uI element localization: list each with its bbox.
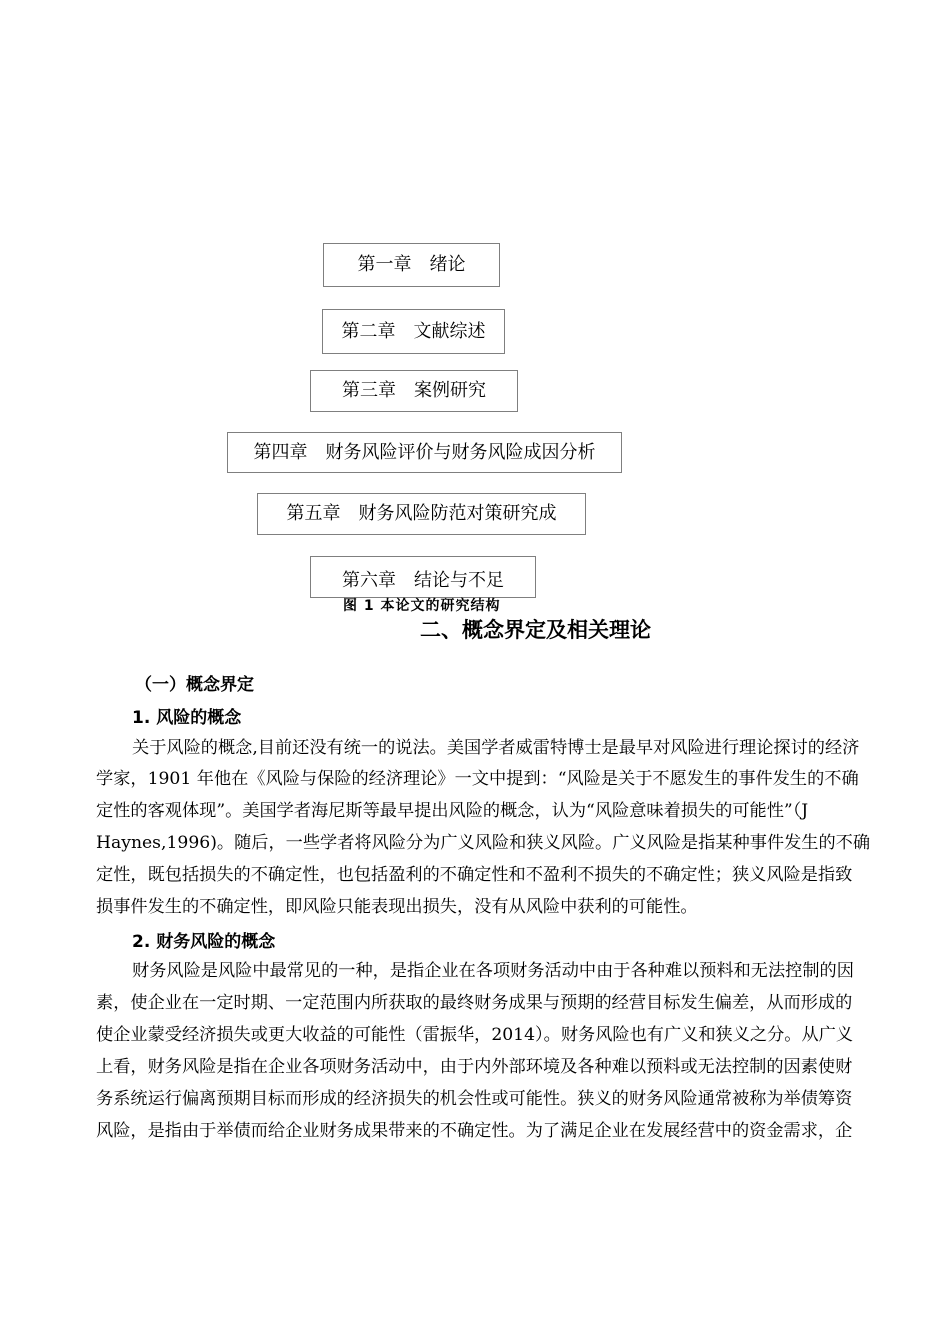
subsection-heading: （一）概念界定 bbox=[135, 675, 254, 695]
text-line: Haynes,1996)。随后，一些学者将风险分为广义风险和狭义风险。广义风险是指某种事件发生的不确 bbox=[96, 833, 871, 853]
text-line: 学家，1901 年他在《风险与保险的经济理论》一文中提到：“风险是关于不愿发生的事件发生的不确 bbox=[96, 769, 859, 789]
text-line: 务系统运行偏离预期目标而形成的经济损失的机会性或可能性。狭义的财务风险通常被称为举债筹资 bbox=[96, 1089, 853, 1109]
item-heading-financial-risk: 2. 财务风险的概念 bbox=[132, 932, 276, 952]
text-line: 上看，财务风险是指在企业各项财务活动中，由于内外部环境及各种难以预料或无法控制的因素使财 bbox=[96, 1057, 853, 1077]
text-line: 财务风险是风险中最常见的一种，是指企业在各项财务活动中由于各种难以预料和无法控制的因 bbox=[132, 961, 854, 981]
text-line: 使企业蒙受经济损失或更大收益的可能性（雷振华，2014）。财务风险也有广义和狭义之分。从广义 bbox=[96, 1025, 854, 1045]
chapter-box-2: 第二章 文献综述 bbox=[322, 309, 505, 354]
text-line: 定性，既包括损失的不确定性，也包括盈利的不确定性和不盈利不损失的不确定性；狭义风险是指致 bbox=[96, 865, 853, 885]
text-line: 关于风险的概念,目前还没有统一的说法。美国学者威雷特博士是最早对风险进行理论探讨的经济 bbox=[132, 738, 860, 758]
text-line: 损事件发生的不确定性，即风险只能表现出损失，没有从风险中获利的可能性。 bbox=[96, 897, 698, 917]
item-heading-risk: 1. 风险的概念 bbox=[132, 708, 242, 728]
text-line: 风险，是指由于举债而给企业财务成果带来的不确定性。为了满足企业在发展经营中的资金需求，企 bbox=[96, 1121, 853, 1141]
chapter-box-6: 第六章 结论与不足 bbox=[310, 556, 536, 598]
text-line: 定性的客观体现”。美国学者海尼斯等最早提出风险的概念，认为“风险意味着损失的可能性”（J bbox=[96, 801, 809, 821]
section-title: 二、概念界定及相关理论 bbox=[420, 618, 651, 642]
text-line: 素，使企业在一定时期、一定范围内所获取的最终财务成果与预期的经营目标发生偏差，从而形成的 bbox=[96, 993, 853, 1013]
chapter-box-1: 第一章 绪论 bbox=[323, 243, 500, 287]
figure-caption: 图 1 本论文的研究结构 bbox=[343, 598, 501, 614]
chapter-box-5: 第五章 财务风险防范对策研究成 bbox=[257, 493, 586, 535]
chapter-box-3: 第三章 案例研究 bbox=[310, 370, 518, 412]
chapter-box-4: 第四章 财务风险评价与财务风险成因分析 bbox=[227, 432, 622, 473]
